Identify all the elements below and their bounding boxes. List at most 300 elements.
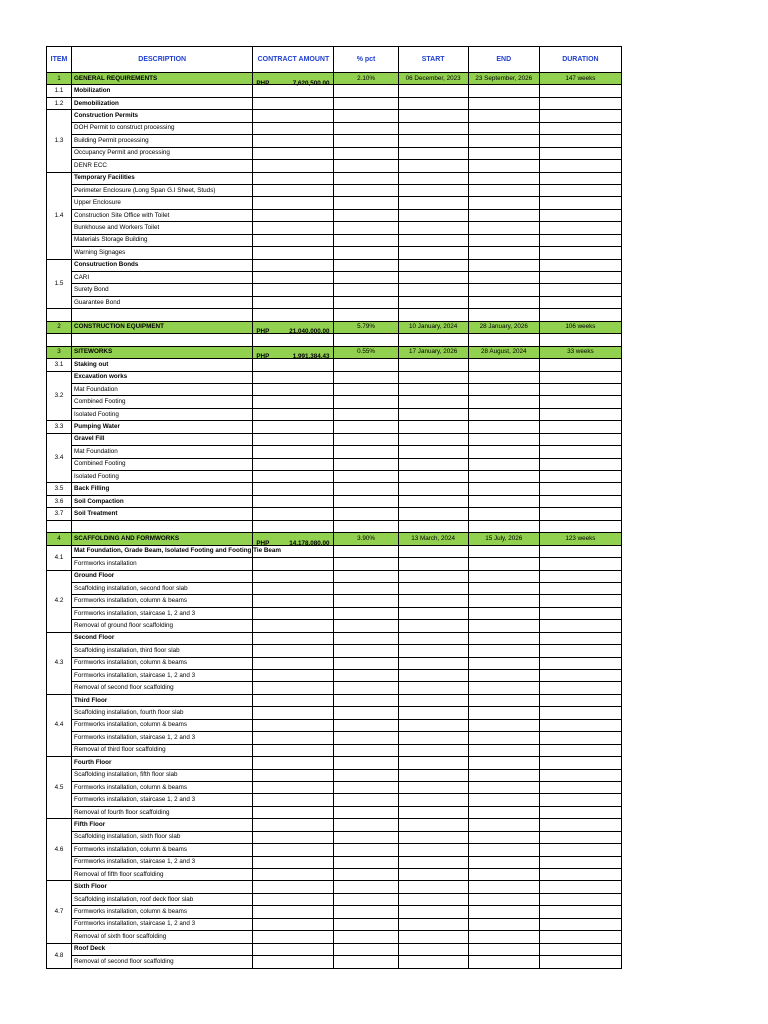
pct-cell — [334, 582, 398, 594]
end-cell — [468, 97, 539, 109]
subtask-description: Scaffolding installation, fifth floor slab — [72, 769, 253, 781]
start-cell — [398, 495, 468, 507]
contract-amount-cell — [253, 918, 334, 930]
task-row — [47, 632, 622, 644]
subtask-description: Formworks installation, column & beams — [72, 781, 253, 793]
task-title: Sixth Floor — [72, 881, 253, 893]
start-cell — [398, 172, 468, 184]
task-title: Consutruction Bonds — [72, 259, 253, 271]
item-number: 2 — [47, 321, 72, 333]
subtask-row — [47, 844, 622, 856]
subtask-description: Materials Storage Building — [72, 234, 253, 246]
end-cell — [468, 893, 539, 905]
start-date: 10 January, 2024 — [398, 321, 468, 333]
task-row — [47, 943, 622, 955]
start-cell — [398, 396, 468, 408]
subtask-description: Formworks installation, staircase 1, 2 and 3 — [72, 670, 253, 682]
start-cell — [398, 806, 468, 818]
end-cell — [468, 446, 539, 458]
end-cell — [468, 520, 539, 532]
item-cell — [47, 334, 72, 346]
contract-amount-cell — [253, 321, 334, 336]
start-cell — [398, 682, 468, 694]
pct-cell — [334, 371, 398, 383]
start-cell — [398, 85, 468, 97]
subtask-description: Removal of second floor scaffolding — [72, 682, 253, 694]
contract-amount-cell — [253, 757, 334, 769]
start-cell — [398, 184, 468, 196]
section-row — [47, 346, 622, 358]
end-cell — [468, 806, 539, 818]
task-title: Ground Floor — [72, 570, 253, 582]
end-cell — [468, 881, 539, 893]
subtask-row — [47, 657, 622, 669]
item-number: 3.4 — [47, 433, 72, 483]
pct-cell — [334, 471, 398, 483]
pct-cell — [334, 558, 398, 570]
subtask-description: Upper Enclosure — [72, 197, 253, 209]
pct-cell — [334, 906, 398, 918]
start-cell — [398, 856, 468, 868]
duration-cell — [539, 732, 621, 744]
start-cell — [398, 769, 468, 781]
duration-cell — [539, 694, 621, 706]
contract-amount-cell — [253, 272, 334, 284]
start-cell — [398, 781, 468, 793]
pct-cell — [334, 869, 398, 881]
start-cell — [398, 446, 468, 458]
end-cell — [468, 222, 539, 234]
pct-cell — [334, 85, 398, 97]
task-row — [47, 694, 622, 706]
duration-cell — [539, 545, 621, 557]
start-cell — [398, 545, 468, 557]
contract-amount-cell — [253, 620, 334, 632]
start-cell — [398, 956, 468, 968]
item-number: 4.3 — [47, 632, 72, 694]
duration-cell — [539, 831, 621, 843]
end-cell — [468, 869, 539, 881]
subtask-description: Combined Footing — [72, 396, 253, 408]
duration-cell — [539, 85, 621, 97]
header-row — [47, 47, 622, 73]
duration-cell — [539, 794, 621, 806]
start-date: 17 January, 2026 — [398, 346, 468, 358]
subtask-row — [47, 956, 622, 968]
currency: PHP — [256, 353, 270, 361]
pct-cell — [334, 657, 398, 669]
start-cell — [398, 147, 468, 159]
subtask-description: Scaffolding installation, third floor slab — [72, 645, 253, 657]
duration-cell — [539, 582, 621, 594]
subtask-description: Removal of second floor scaffolding — [72, 956, 253, 968]
end-cell — [468, 856, 539, 868]
item-number: 3.3 — [47, 421, 72, 433]
start-cell — [398, 222, 468, 234]
pct-cell — [334, 595, 398, 607]
duration-cell — [539, 222, 621, 234]
duration-cell — [539, 147, 621, 159]
contract-amount-cell — [253, 769, 334, 781]
pct-cell — [334, 184, 398, 196]
section-title: CONSTRUCTION EQUIPMENT — [72, 321, 253, 333]
start-cell — [398, 670, 468, 682]
end-cell — [468, 197, 539, 209]
task-row — [47, 172, 622, 184]
end-cell — [468, 508, 539, 520]
spacer-row — [47, 520, 622, 532]
end-cell — [468, 110, 539, 122]
start-cell — [398, 197, 468, 209]
duration-cell — [539, 421, 621, 433]
end-cell — [468, 545, 539, 557]
subtask-description: Mat Foundation — [72, 446, 253, 458]
duration-cell — [539, 184, 621, 196]
start-cell — [398, 931, 468, 943]
item-number: 4.8 — [47, 943, 72, 968]
contract-amount-cell — [253, 309, 334, 321]
contract-amount-cell — [253, 533, 334, 545]
duration-cell — [539, 396, 621, 408]
item-number: 1.5 — [47, 259, 72, 309]
end-cell — [468, 471, 539, 483]
contract-amount-cell — [253, 682, 334, 694]
start-cell — [398, 694, 468, 706]
subtask-row — [47, 893, 622, 905]
subtask-description: Guarantee Bond — [72, 296, 253, 308]
contract-amount-cell — [253, 844, 334, 856]
end-date: 23 September, 2026 — [468, 73, 539, 85]
pct-cell — [334, 334, 398, 346]
start-cell — [398, 433, 468, 445]
item-number: 4 — [47, 533, 72, 545]
contract-amount-cell — [253, 73, 334, 85]
header-duration: DURATION — [539, 47, 621, 73]
task-row — [47, 259, 622, 271]
duration-cell — [539, 495, 621, 507]
start-cell — [398, 421, 468, 433]
spacer-row — [47, 334, 622, 346]
pct-cell — [334, 222, 398, 234]
start-cell — [398, 943, 468, 955]
subtask-description: Formworks installation, column & beams — [72, 657, 253, 669]
contract-amount-cell — [253, 284, 334, 296]
task-title: Pumping Water — [72, 421, 253, 433]
pct-value: 5.79% — [334, 321, 398, 333]
duration-cell — [539, 284, 621, 296]
section-title: SITEWORKS — [72, 346, 253, 358]
pct-cell — [334, 607, 398, 619]
section-row — [47, 321, 622, 333]
duration-cell — [539, 309, 621, 321]
task-row — [47, 545, 622, 557]
duration-cell — [539, 433, 621, 445]
item-number: 4.7 — [47, 881, 72, 943]
task-title: Third Floor — [72, 694, 253, 706]
contract-amount-cell — [253, 707, 334, 719]
task-row — [47, 483, 622, 495]
subtask-row — [47, 408, 622, 420]
start-cell — [398, 520, 468, 532]
start-cell — [398, 645, 468, 657]
duration-cell — [539, 209, 621, 221]
subtask-row — [47, 645, 622, 657]
section-row — [47, 533, 622, 545]
contract-amount-cell — [253, 209, 334, 221]
contract-amount: 21,040,000.00 — [289, 328, 330, 336]
end-cell — [468, 558, 539, 570]
task-title: Back Filling — [72, 483, 253, 495]
contract-amount-cell — [253, 906, 334, 918]
duration-cell — [539, 234, 621, 246]
subtask-row — [47, 209, 622, 221]
duration-cell — [539, 607, 621, 619]
subtask-row — [47, 284, 622, 296]
start-date: 06 December, 2023 — [398, 73, 468, 85]
subtask-row — [47, 122, 622, 134]
start-cell — [398, 707, 468, 719]
subtask-row — [47, 781, 622, 793]
task-title: Gravel Fill — [72, 433, 253, 445]
pct-cell — [334, 682, 398, 694]
spacer-row — [47, 309, 622, 321]
duration-value: 147 weeks — [539, 73, 621, 85]
start-cell — [398, 383, 468, 395]
duration-cell — [539, 408, 621, 420]
start-cell — [398, 595, 468, 607]
start-cell — [398, 135, 468, 147]
duration-cell — [539, 520, 621, 532]
duration-cell — [539, 856, 621, 868]
start-cell — [398, 209, 468, 221]
end-cell — [468, 732, 539, 744]
contract-amount-cell — [253, 483, 334, 495]
contract-amount-cell — [253, 408, 334, 420]
pct-cell — [334, 757, 398, 769]
pct-cell — [334, 844, 398, 856]
end-cell — [468, 483, 539, 495]
pct-cell — [334, 744, 398, 756]
contract-amount-cell — [253, 520, 334, 532]
start-cell — [398, 309, 468, 321]
task-row — [47, 433, 622, 445]
task-row — [47, 85, 622, 97]
end-cell — [468, 259, 539, 271]
duration-value: 123 weeks — [539, 533, 621, 545]
pct-cell — [334, 806, 398, 818]
start-cell — [398, 247, 468, 259]
subtask-description: Scaffolding installation, second floor slab — [72, 582, 253, 594]
subtask-row — [47, 135, 622, 147]
subtask-description: Formworks installation, staircase 1, 2 and 3 — [72, 607, 253, 619]
duration-cell — [539, 458, 621, 470]
end-cell — [468, 645, 539, 657]
subtask-description: Scaffolding installation, roof deck floor slab — [72, 893, 253, 905]
currency: PHP — [256, 79, 270, 87]
subtask-row — [47, 806, 622, 818]
duration-cell — [539, 160, 621, 172]
pct-cell — [334, 670, 398, 682]
subtask-description: Isolated Footing — [72, 471, 253, 483]
header-contract-amount: CONTRACT AMOUNT — [253, 47, 334, 73]
start-cell — [398, 657, 468, 669]
contract-amount-cell — [253, 495, 334, 507]
end-cell — [468, 831, 539, 843]
task-row — [47, 495, 622, 507]
end-cell — [468, 383, 539, 395]
task-title: Soil Compaction — [72, 495, 253, 507]
subtask-description: Formworks installation, column & beams — [72, 719, 253, 731]
subtask-row — [47, 458, 622, 470]
subtask-row — [47, 744, 622, 756]
task-row — [47, 881, 622, 893]
duration-cell — [539, 259, 621, 271]
subtask-row — [47, 769, 622, 781]
pct-cell — [334, 272, 398, 284]
end-cell — [468, 296, 539, 308]
duration-cell — [539, 620, 621, 632]
contract-amount-cell — [253, 197, 334, 209]
end-cell — [468, 906, 539, 918]
task-row — [47, 421, 622, 433]
contract-amount-cell — [253, 421, 334, 433]
end-cell — [468, 371, 539, 383]
contract-amount-cell — [253, 259, 334, 271]
start-cell — [398, 259, 468, 271]
subtask-description: Formworks installation, staircase 1, 2 and 3 — [72, 732, 253, 744]
contract-amount-cell — [253, 172, 334, 184]
subtask-description: Formworks installation, staircase 1, 2 and 3 — [72, 794, 253, 806]
duration-cell — [539, 172, 621, 184]
end-cell — [468, 794, 539, 806]
pct-cell — [334, 956, 398, 968]
start-cell — [398, 881, 468, 893]
duration-cell — [539, 471, 621, 483]
contract-amount-cell — [253, 670, 334, 682]
pct-value: 0.55% — [334, 346, 398, 358]
pct-cell — [334, 234, 398, 246]
start-cell — [398, 97, 468, 109]
duration-cell — [539, 558, 621, 570]
subtask-row — [47, 607, 622, 619]
start-cell — [398, 869, 468, 881]
subtask-row — [47, 831, 622, 843]
contract-amount-cell — [253, 471, 334, 483]
contract-amount-cell — [253, 446, 334, 458]
subtask-description: Formworks installation — [72, 558, 253, 570]
subtask-description: Surety Bond — [72, 284, 253, 296]
end-cell — [468, 781, 539, 793]
start-cell — [398, 831, 468, 843]
end-cell — [468, 234, 539, 246]
subtask-description: Mat Foundation — [72, 383, 253, 395]
pct-cell — [334, 135, 398, 147]
item-number: 3.2 — [47, 371, 72, 421]
contract-amount-cell — [253, 881, 334, 893]
contract-amount-cell — [253, 931, 334, 943]
subtask-row — [47, 383, 622, 395]
start-cell — [398, 632, 468, 644]
contract-amount-cell — [253, 122, 334, 134]
subtask-row — [47, 446, 622, 458]
contract-amount-cell — [253, 831, 334, 843]
item-number: 3.1 — [47, 359, 72, 371]
duration-cell — [539, 383, 621, 395]
end-cell — [468, 956, 539, 968]
duration-cell — [539, 97, 621, 109]
header-start: START — [398, 47, 468, 73]
duration-cell — [539, 906, 621, 918]
task-row — [47, 359, 622, 371]
table-body — [47, 73, 622, 969]
contract-amount-cell — [253, 383, 334, 395]
end-cell — [468, 247, 539, 259]
end-cell — [468, 682, 539, 694]
contract-amount-cell — [253, 607, 334, 619]
pct-cell — [334, 781, 398, 793]
duration-cell — [539, 744, 621, 756]
duration-cell — [539, 110, 621, 122]
duration-cell — [539, 819, 621, 831]
contract-amount-cell — [253, 794, 334, 806]
start-cell — [398, 620, 468, 632]
end-cell — [468, 309, 539, 321]
task-row — [47, 570, 622, 582]
end-cell — [468, 769, 539, 781]
pct-value: 3.90% — [334, 533, 398, 545]
duration-cell — [539, 272, 621, 284]
start-cell — [398, 607, 468, 619]
contract-amount-cell — [253, 781, 334, 793]
end-cell — [468, 421, 539, 433]
subtask-row — [47, 222, 622, 234]
contract-amount-cell — [253, 247, 334, 259]
duration-cell — [539, 122, 621, 134]
pct-cell — [334, 893, 398, 905]
subtask-row — [47, 869, 622, 881]
subtask-description: DENR ECC — [72, 160, 253, 172]
end-date: 28 January, 2026 — [468, 321, 539, 333]
section-title: GENERAL REQUIREMENTS — [72, 73, 253, 85]
task-title: Second Floor — [72, 632, 253, 644]
contract-amount: 7,620,500.00 — [292, 79, 330, 87]
start-cell — [398, 893, 468, 905]
pct-cell — [334, 794, 398, 806]
end-cell — [468, 172, 539, 184]
contract-amount-cell — [253, 956, 334, 968]
end-cell — [468, 334, 539, 346]
start-cell — [398, 570, 468, 582]
subtask-row — [47, 558, 622, 570]
end-cell — [468, 943, 539, 955]
pct-cell — [334, 383, 398, 395]
duration-cell — [539, 881, 621, 893]
pct-cell — [334, 483, 398, 495]
start-cell — [398, 844, 468, 856]
item-number: 4.4 — [47, 694, 72, 756]
duration-cell — [539, 570, 621, 582]
end-date: 28 August, 2024 — [468, 346, 539, 358]
subtask-row — [47, 595, 622, 607]
contract-amount-cell — [253, 508, 334, 520]
description-cell — [72, 520, 253, 532]
end-cell — [468, 458, 539, 470]
pct-cell — [334, 309, 398, 321]
duration-cell — [539, 483, 621, 495]
pct-cell — [334, 520, 398, 532]
pct-cell — [334, 433, 398, 445]
pct-cell — [334, 284, 398, 296]
